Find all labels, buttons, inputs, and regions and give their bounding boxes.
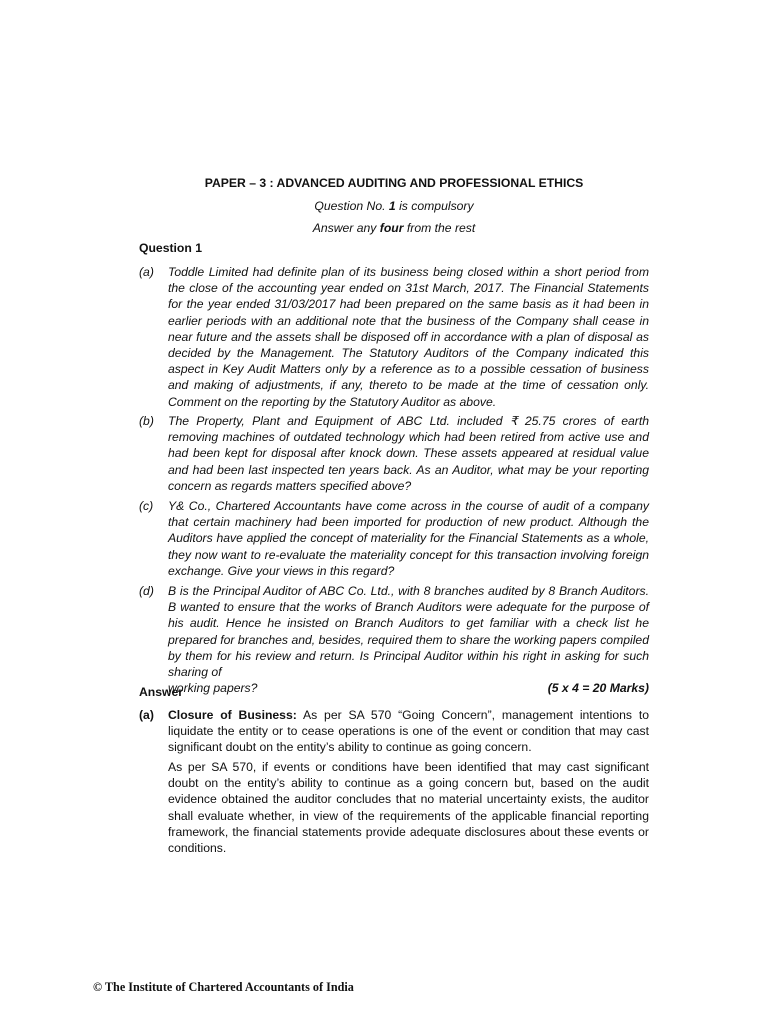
answer-paragraph-1 (168, 707, 649, 756)
question-last-line (168, 680, 649, 696)
question-item-b (139, 413, 649, 494)
answer-subheading: Closure of Business: (168, 708, 297, 722)
question-label: (c) (139, 499, 154, 513)
paper-title: PAPER – 3 : ADVANCED AUDITING AND PROFESSIONAL ETHICS (204, 176, 584, 190)
question-text: B is the Principal Auditor of ABC Co. Ltd., with 8 branches audited by 8 Branch Auditors. B wanted to ensure that the works of Branch Auditors were adequate for the purpose of his audit. Hence he insisted on Branch Auditors to get familiar with a check list he prepared for branches and, besides, required them to share the working papers compiled by them for his review and return. Is Principal Auditor within his right in asking for such sharing of (168, 584, 649, 680)
question-text: Toddle Limited had definite plan of its business being closed within a short period from the close of the accounting year ended on 31st March, 2017. The Financial Statements for the year ended 31/03/2017 had been prepared on the same basis as it had been in earlier periods with an additional note that the business of the Company shall cease in near future and the assets shall be disposed off in accordance with a plan of disposal as decided by the Management. The Statutory Auditors of the Company indicated this aspect in Key Audit Matters only by a reference as to a possible cessation of business and making of adjustments, if any, thereto to be made at the time of cessation only. Comment on the reporting by the Statutory Auditor as above. (168, 265, 649, 409)
instruction-text: Question No. (314, 199, 389, 213)
instruction-answer-any (139, 220, 649, 236)
question-text-block (168, 583, 649, 696)
instruction-emphasis: four (379, 221, 404, 235)
marks-allocation: (5 x 4 = 20 Marks) (547, 681, 649, 696)
question-item-a (139, 264, 649, 410)
question-item-d (139, 583, 649, 696)
answer-item-a (139, 707, 649, 756)
instruction-text: is compulsory (395, 199, 474, 213)
question-text: The Property, Plant and Equipment of ABC Ltd. included ₹ 25.75 crores of earth removing machines of outdated technology which had been retired from active use and had been kept for disposal after knock down. These assets appeared at residual value and had been last inspected ten years back. As an Auditor, what may be your reporting concern as regards matters specified above? (168, 414, 649, 493)
question-heading: Question 1 (139, 241, 202, 255)
instruction-compulsory (139, 198, 649, 214)
copyright-footer: © The Institute of Chartered Accountants of India (93, 980, 354, 994)
answer-item-a-continued (139, 759, 649, 856)
answer-text: As per SA 570 “Going Concern”, management intentions to liquidate the entity or to cease operations is one of the event or condition that may cast significant doubt on the entity’s ability to continue as going concern. (168, 708, 650, 755)
answer-label: (a) (139, 708, 154, 722)
question-text-end: working papers? (168, 681, 258, 696)
answer-heading: Answer (139, 685, 184, 699)
question-label: (a) (139, 265, 154, 279)
instruction-text: Answer any (312, 221, 380, 235)
question-item-c (139, 498, 649, 579)
instruction-emphasis: 1 (388, 199, 396, 213)
question-label: (d) (139, 584, 154, 598)
question-text: Y& Co., Chartered Accountants have come across in the course of audit of a company that certain machinery had been imported for production of new product. Although the Auditors have applied the concept of materiality for the Financial Statements as a whole, they now want to re-evaluate the materiality concept for this transaction involving foreign exchange. Give your views in this regard? (168, 499, 649, 578)
instruction-text: from the rest (403, 221, 476, 235)
question-label: (b) (139, 414, 154, 428)
answer-paragraph-2: As per SA 570, if events or conditions have been identified that may cast significant doubt on the entity’s ability to continue as a going concern but, based on the audit evidence obtained the auditor concludes that no material uncertainty exists, the auditor shall evaluate whether, in view of the requirements of the applicable financial reporting framework, the financial statements provide adequate disclosures about these events or conditions. (168, 760, 649, 856)
